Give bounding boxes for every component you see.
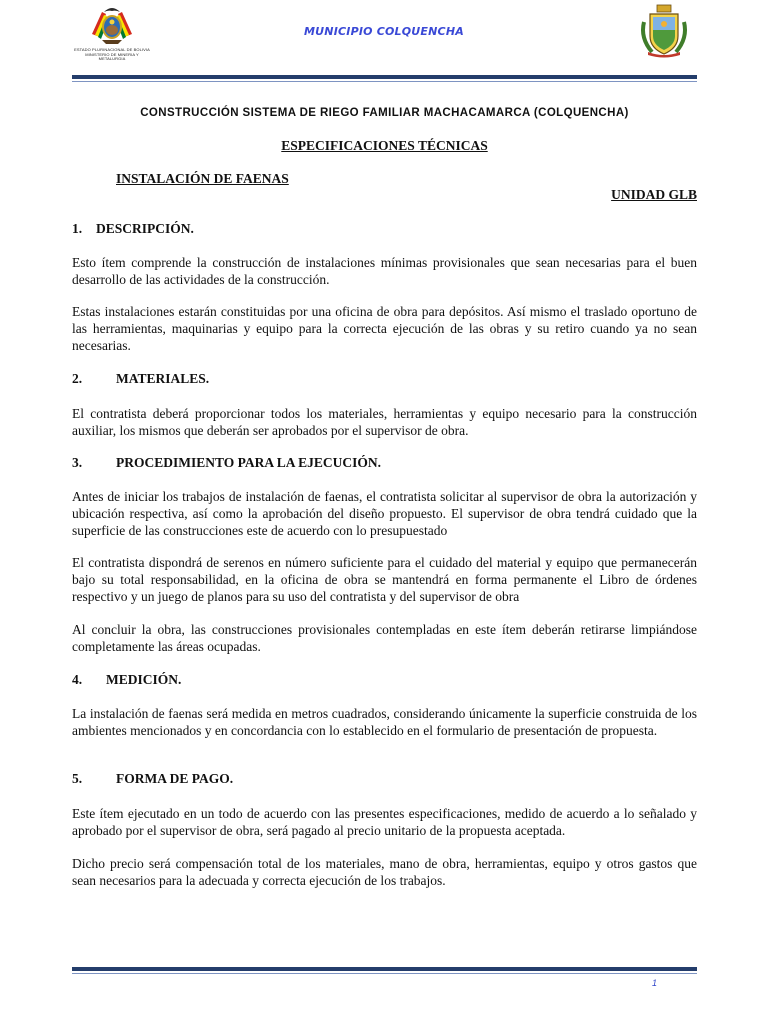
section-title: DESCRIPCIÓN. (96, 221, 194, 236)
item-unit: UNIDAD GLB (611, 187, 697, 202)
section-heading-descripcion (72, 221, 194, 237)
section-title: MATERIALES. (116, 371, 210, 386)
shield-icon (636, 2, 692, 58)
section-title: MEDICIÓN. (106, 672, 182, 687)
paragraph: Dicho precio será compensación total de los materiales, mano de obra, herramientas, equipo y otros gastos que sean necesarios para la adecuada y correcta ejecución de los trabajos. (72, 856, 697, 888)
logo-caption-ministry: MINISTERIO DE MINERIA Y METALURGIA (85, 51, 139, 61)
paragraph: El contratista dispondrá de serenos en número suficiente para el cuidado del material y equipo que permanecerán bajo su total responsabilidad, en la oficina de obra se mantendrá en forma permanente el Libro de órdenes respectivo y un juego de planos para su uso del contratista y del supervisor de obra (72, 555, 697, 604)
footer-divider-thin (72, 973, 697, 974)
paragraph: Estas instalaciones estarán constituidas por una oficina de obra para depósitos. Así mismo el traslado oportuno de las herramientas, maquinarias y equipo para la correcta ejecución de las obras y su retiro cuando ya no sean necesarias. (72, 304, 697, 353)
section-heading-materiales (72, 371, 209, 387)
section-number: 2. (72, 371, 83, 386)
section-number: 5. (72, 771, 83, 786)
paragraph: Antes de iniciar los trabajos de instalación de faenas, el contratista solicitar al supervisor de obra la autorización y ubicación respectiva, así como la aprobación del diseño propuesto. El supervisor de obra tendrá cuidado que la superficie de las construcciones este de acuerdo con lo presupuestado (72, 489, 697, 538)
section-title: PROCEDIMIENTO PARA LA EJECUCIÓN. (116, 455, 382, 470)
paragraph: El contratista deberá proporcionar todos los materiales, herramientas y equipo necesario para la construcción auxiliar, los mismos que deberán ser aprobados por el supervisor de obra. (72, 406, 697, 438)
section-heading-procedimiento (72, 455, 381, 471)
paragraph: La instalación de faenas será medida en metros cuadrados, considerando únicamente la superficie construida de los ambientes mencionados y en concordancia con lo establecido en el formulario de presentación de propuesta. (72, 706, 697, 738)
page-number: 1 (652, 978, 658, 988)
footer-divider (72, 967, 697, 971)
logo-caption-country: ESTADO PLURINACIONAL DE BOLIVIA (74, 47, 150, 52)
section-number: 4. (72, 672, 83, 687)
page-header (0, 0, 768, 90)
header-divider-thin (72, 81, 697, 82)
document-subtitle: ESPECIFICACIONES TÉCNICAS (281, 138, 488, 153)
section-heading-medicion (72, 672, 181, 688)
paragraph: Esto ítem comprende la construcción de instalaciones mínimas provisionales que sean necesarias para el buen desarrollo de las actividades de la construcción. (72, 255, 697, 287)
document-title: CONSTRUCCIÓN SISTEMA DE RIEGO FAMILIAR MACHACAMARCA (COLQUENCHA) (140, 107, 629, 119)
header-divider (72, 75, 697, 79)
section-title: FORMA DE PAGO. (116, 771, 234, 786)
paragraph: Este ítem ejecutado en un todo de acuerdo con las presentes especificaciones, medido de acuerdo a lo señalado y aprobado por el supervisor de obra, será pagado al precio unitario de la propuesta aceptada. (72, 806, 697, 838)
municipal-shield-logo (636, 2, 692, 63)
header-title: MUNICIPIO COLQUENCHA (304, 25, 464, 38)
section-number: 3. (72, 455, 83, 470)
item-name: INSTALACIÓN DE FAENAS (116, 171, 289, 186)
paragraph: Al concluir la obra, las construcciones provisionales contempladas en este ítem deberán retirarse limpiándose completamente las áreas ocupadas. (72, 622, 697, 654)
section-number: 1. (72, 221, 83, 236)
section-heading-forma-de-pago (72, 771, 233, 787)
